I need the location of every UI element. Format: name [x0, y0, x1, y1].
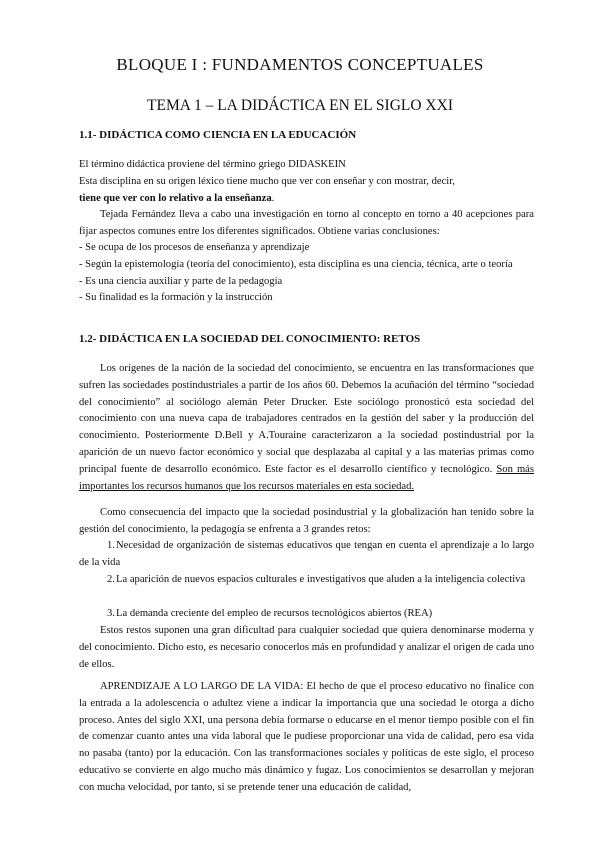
challenge-item	[79, 572, 534, 589]
topic-title: TEMA 1 – LA DIDÁCTICA EN EL SIGLO XXI	[147, 97, 453, 114]
intro-line-3	[79, 191, 534, 208]
item-number: 3.	[107, 608, 115, 619]
challenge-item	[79, 538, 534, 572]
list-item: - Su finalidad es la formación y la instrucción	[79, 292, 273, 304]
section-heading-1-1: 1.1- DIDÁCTICA COMO CIENCIA EN LA EDUCACIÓN	[79, 129, 357, 141]
list-item: - Se ocupa de los procesos de enseñanza y aprendizaje	[79, 242, 310, 253]
item-text: La aparición de nuevos espacios culturales e investigativos que aluden a la inteligencia colectiva	[116, 574, 526, 585]
lifelong-learning-paragraph: APRENDIZAJE A LO LARGO DE LA VIDA: El hecho de que el proceso educativo no finalice con la entrada a la adolescencia o adultez viene a indicar la importancia que una sociedad le otorga a dicho proceso. Antes del siglo XXI, una persona debía formarse o educarse en el menor tiempo posible con el fin de comenzar cuanto antes una vida laboral que le pudiese proporcionar una vida de calidad, pero esa vida no pasaba (tanto) por la educación. Con las transformaciones sociales y políticas de este siglo, el proceso educativo se convierte en algo mucho más dinámico y fugaz. Los conocimientos se desarrollan y mejoran con mucha velocidad, por tanto, si se pretende tener una educación de calidad,	[79, 681, 534, 793]
knowledge-society-paragraph	[79, 361, 534, 495]
tejada-paragraph: Tejada Fernández lleva a cabo una investigación en torno al concepto en torno a 40 acepciones para fijar aspectos comunes entre los diferentes significados. Obtiene varias conclusiones:	[79, 209, 534, 237]
paragraph-text: Los orígenes de la nación de la sociedad del conocimiento, se encuentra en las transformaciones que sufren las sociedades postindustriales a partir de los años 60. Debemos la acuñación del término “sociedad del conocimiento” al sociólogo alemán Peter Drucker. Este sociólogo pronosticó esta sociedad del conocimiento con una nueva capa de trabajadores centrados en la gestión del saber y la producción del conocimiento. Posteriormente D.Bell y A.Touraine caracterizaron a la sociedad postindustrial por la aparición de un nuevo factor económico y social que desplazaba al capital y a las materias primas como principal fuente de desarrollo económico. Este factor es el desarrollo científico y tecnológico.	[79, 363, 534, 475]
block-title: BLOQUE I : FUNDAMENTOS CONCEPTUALES	[116, 55, 484, 74]
item-text: La demanda creciente del empleo de recursos tecnológicos abiertos (REA)	[116, 608, 433, 619]
challenges-difficulty-paragraph: Estos restos suponen una gran dificultad para cualquier sociedad que quiera denominarse moderna y del conocimiento. Dicho esto, es necesario conocerlos más en profundidad y analizar el origen de cada uno de ellos.	[79, 625, 534, 670]
section-1-1-intro	[79, 157, 534, 207]
conclusions-list	[79, 240, 534, 307]
list-item: - Es una ciencia auxiliar y parte de la pedagogía	[79, 275, 283, 287]
intro-line-2: Esta disciplina en su origen léxico tiene mucho que ver con enseñar y con mostrar, decir,	[79, 175, 455, 187]
section-heading-1-2: 1.2- DIDÁCTICA EN LA SOCIEDAD DEL CONOCIMIENTO: RETOS	[79, 333, 421, 345]
item-number: 1.	[107, 540, 115, 551]
challenges-intro-paragraph: Como consecuencia del impacto que la sociedad posindustrial y la globalización han tenido sobre la gestión del conocimiento, la pedagogía se enfrenta a 3 grandes retos:	[79, 507, 534, 535]
intro-line-1: El término didáctica proviene del término griego DIDASKEIN	[79, 159, 346, 170]
item-number: 2.	[107, 574, 115, 585]
intro-line-3-end: .	[271, 192, 275, 204]
challenge-item	[79, 606, 534, 623]
underlined-sentence: Son más importantes los recursos humanos que los recursos materiales en esta sociedad.	[79, 463, 535, 492]
item-text: Necesidad de organización de sistemas educativos que tengan en cuenta el aprendizaje a lo largo de la vida	[79, 540, 534, 568]
intro-line-3-bold: tiene que ver con lo relativo a la enseñanza	[79, 192, 272, 204]
list-item: - Según la epistemología (teoría del conocimiento), esta disciplina es una ciencia, técnica, arte o teoría	[79, 258, 513, 270]
